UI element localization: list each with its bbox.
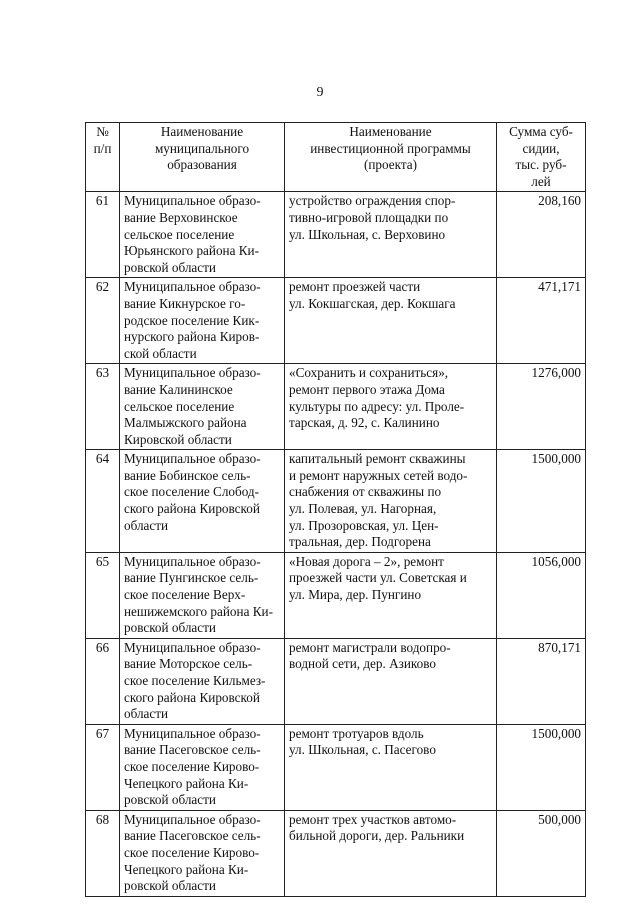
- row-municipality: Муниципальное образо- вание Пасеговское сель- ское поселение Кирово- Чепецкого района Ки- ровской области: [120, 724, 285, 810]
- row-num: 61: [86, 192, 120, 278]
- table-row: [86, 450, 586, 553]
- page-number: 9: [316, 85, 324, 100]
- row-program: ремонт тротуаров вдоль ул. Школьная, с. Пасегово: [285, 724, 497, 810]
- row-num: 68: [86, 810, 120, 896]
- table-row: [86, 552, 586, 638]
- row-sum: 208,160: [497, 192, 586, 278]
- row-municipality: Муниципальное образо- вание Верховинское сельское поселение Юрьянского района Ки- ровской области: [120, 192, 285, 278]
- table-row: [86, 810, 586, 896]
- row-sum: 1500,000: [497, 450, 586, 553]
- row-sum: 1500,000: [497, 724, 586, 810]
- row-num: 63: [86, 364, 120, 450]
- row-municipality: Муниципальное образо- вание Пунгинское сель- ское поселение Верх- нешижемского района Ки- ровской области: [120, 552, 285, 638]
- row-municipality: Муниципальное образо- вание Бобинское сель- ское поселение Слобод- ского района Кировской области: [120, 450, 285, 553]
- row-sum: 1056,000: [497, 552, 586, 638]
- row-num: 65: [86, 552, 120, 638]
- header-municipality: Наименование муниципального образования: [120, 123, 285, 192]
- table-row: [86, 724, 586, 810]
- table-header-row: [86, 123, 586, 192]
- row-num: 62: [86, 278, 120, 364]
- table-row: [86, 638, 586, 724]
- subsidy-table: [85, 122, 586, 897]
- row-num: 66: [86, 638, 120, 724]
- row-num: 67: [86, 724, 120, 810]
- row-program: ремонт магистрали водопро- водной сети, дер. Азиково: [285, 638, 497, 724]
- row-program: «Новая дорога – 2», ремонт проезжей части ул. Советская и ул. Мира, дер. Пунгино: [285, 552, 497, 638]
- table-row: [86, 192, 586, 278]
- row-sum: 1276,000: [497, 364, 586, 450]
- row-sum: 870,171: [497, 638, 586, 724]
- row-municipality: Муниципальное образо- вание Кикнурское го- родское поселение Кик- нурского района Киров- ской области: [120, 278, 285, 364]
- header-program: Наименование инвестиционной программы (проекта): [285, 123, 497, 192]
- row-sum: 500,000: [497, 810, 586, 896]
- table-row: [86, 364, 586, 450]
- row-program: «Сохранить и сохраниться», ремонт первого этажа Дома культуры по адресу: ул. Проле- тарская, д. 92, с. Калинино: [285, 364, 497, 450]
- row-program: ремонт трех участков автомо- бильной дороги, дер. Ральники: [285, 810, 497, 896]
- table-row: [86, 278, 586, 364]
- header-sum: Сумма суб- сидии, тыс. руб- лей: [497, 123, 586, 192]
- row-municipality: Муниципальное образо- вание Моторское сель- ское поселение Кильмез- ского района Кировской области: [120, 638, 285, 724]
- row-program: устройство ограждения спор- тивно-игровой площадки по ул. Школьная, с. Верховино: [285, 192, 497, 278]
- row-program: капитальный ремонт скважины и ремонт наружных сетей водо- снабжения от скважины по ул. Полевая, ул. Нагорная, ул. Прозоровская, ул. Цен- тральная, дер. Подгорена: [285, 450, 497, 553]
- row-sum: 471,171: [497, 278, 586, 364]
- header-num: № п/п: [86, 123, 120, 192]
- row-municipality: Муниципальное образо- вание Калининское сельское поселение Малмыжского района Кировской области: [120, 364, 285, 450]
- row-municipality: Муниципальное образо- вание Пасеговское сель- ское поселение Кирово- Чепецкого района Ки- ровской области: [120, 810, 285, 896]
- row-num: 64: [86, 450, 120, 553]
- row-program: ремонт проезжей части ул. Кокшагская, дер. Кокшага: [285, 278, 497, 364]
